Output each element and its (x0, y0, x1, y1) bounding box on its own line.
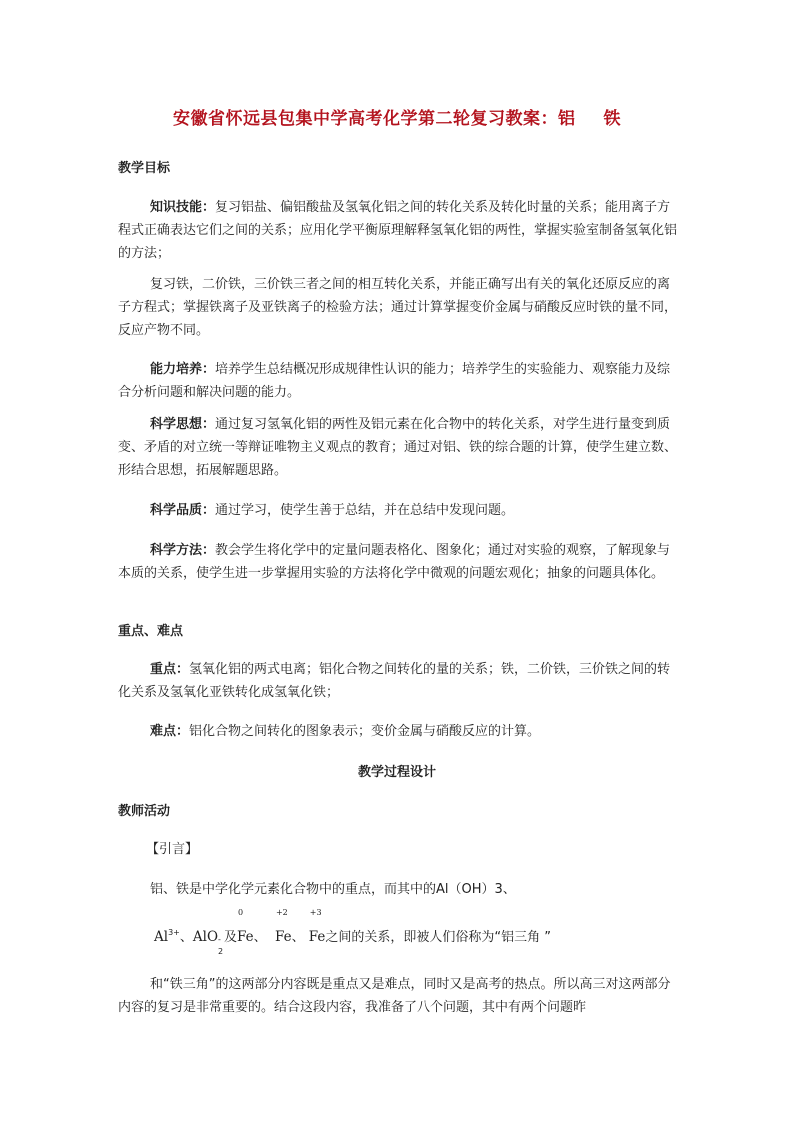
title-tail: 铁 (603, 109, 621, 129)
focus-label: 重点： (150, 662, 190, 677)
knowledge-label: 知识技能： (150, 200, 216, 215)
alo2-subscript: 2 (218, 947, 224, 956)
thought-text: 通过复习氢氧化铝的两性及铝元素在化合物中的转化关系，对学生进行量变到质变、矛盾的对立统一等辩证唯物主义观点的教育；通过对铝、铁的综合题的计算，使学生建立数、形结合思想，拓展解题思路。 (118, 417, 678, 478)
iron-paragraph: 复习铁，二价铁，三价铁三者之间的相互转化关系，并能正确写出有关的氧化还原反应的离子方程式；掌握铁离子及亚铁离子的检验方法；通过计算掌握变价金属与硝酸反应时铁的量不同，反应产物不同。 (118, 277, 678, 338)
method-text: 教会学生将化学中的定量问题表格化、图象化；通过对实验的观察，了解现象与本质的关系，使学生进一步掌握用实验的方法将化学中微观的问题宏观化；抽象的问题具体化。 (118, 543, 671, 581)
quality-text: 通过学习，使学生善于总结，并在总结中发现问题。 (215, 503, 515, 518)
objectives-heading: 教学目标 (118, 161, 171, 176)
method-paragraph (118, 539, 678, 585)
formula-sep-3: 、 (291, 930, 305, 945)
thought-paragraph (118, 413, 678, 482)
alo2-symbol: AlO (192, 929, 219, 945)
formula-and: 及 (224, 930, 238, 945)
fe3-symbol: Fe (308, 929, 326, 945)
keypoints-heading: 重点、难点 (118, 624, 184, 639)
quality-label: 科学品质： (150, 503, 216, 518)
method-label: 科学方法： (150, 543, 216, 558)
al-ion-charge: 3+ (168, 928, 180, 937)
quality-paragraph (118, 499, 678, 522)
page-title (0, 104, 794, 129)
difficulty-paragraph (118, 720, 678, 743)
focus-text: 氢氧化铝的两式电离；铝化合物之间转化的量的关系；铁，二价铁，三价铁之间的转化关系及氢氧化亚铁转化成氢氧化铁； (118, 662, 671, 700)
fe0-symbol: Fe (237, 929, 254, 945)
difficulty-label: 难点： (150, 724, 190, 739)
ability-paragraph (118, 358, 678, 404)
fe3-valence: +3 (309, 908, 322, 917)
process-heading: 教学过程设计 (357, 765, 436, 780)
ability-text: 培养学生总结概况形成规律性认识的能力；培养学生的实验能力、观察能力及综合分析问题和解决问题的能力。 (118, 362, 671, 400)
knowledge-paragraph (118, 196, 678, 265)
intro-line: 铝、铁是中学化学元素化合物中的重点，而其中的Al（OH）3、 (150, 882, 516, 897)
title-main: 安徽省怀远县包集中学高考化学第二轮复习教案：铝 (173, 109, 576, 129)
formula-sep-1: 、 (179, 930, 193, 945)
alo2-charge: - (218, 935, 221, 944)
difficulty-text: 铝化合物之间转化的图象表示；变价金属与硝酸反应的计算。 (189, 724, 541, 739)
al-ion-symbol: Al (154, 929, 169, 945)
fe0-valence: 0 (238, 908, 244, 917)
fe2-symbol: Fe (274, 929, 292, 945)
closing-paragraph: 和“铁三角”的这两部分内容既是重点又是难点，同时又是高考的热点。所以高三对这两部分内容的复习是非常重要的。结合这段内容，我准备了八个问题，其中有两个问题昨 (118, 977, 671, 1015)
formula-tail: 之间的关系，即被人们俗称为“铝三角 ” (325, 930, 551, 945)
teacher-heading: 教师活动 (118, 804, 171, 819)
ability-label: 能力培养： (150, 362, 216, 377)
knowledge-text: 复习铝盐、偏铝酸盐及氢氧化铝之间的转化关系及转化时量的关系；能用离子方程式正确表达它们之间的关系；应用化学平衡原理解释氢氧化铝的两性，掌握实验室制备氢氧化铝的方法； (118, 200, 678, 261)
formula-sep-2: 、 (253, 930, 267, 945)
fe2-valence: +2 (275, 908, 288, 917)
intro-tag: 【引言】 (146, 842, 199, 857)
focus-paragraph (118, 658, 678, 704)
aluminum-iron-formula (154, 908, 674, 956)
thought-label: 科学思想： (150, 417, 216, 432)
